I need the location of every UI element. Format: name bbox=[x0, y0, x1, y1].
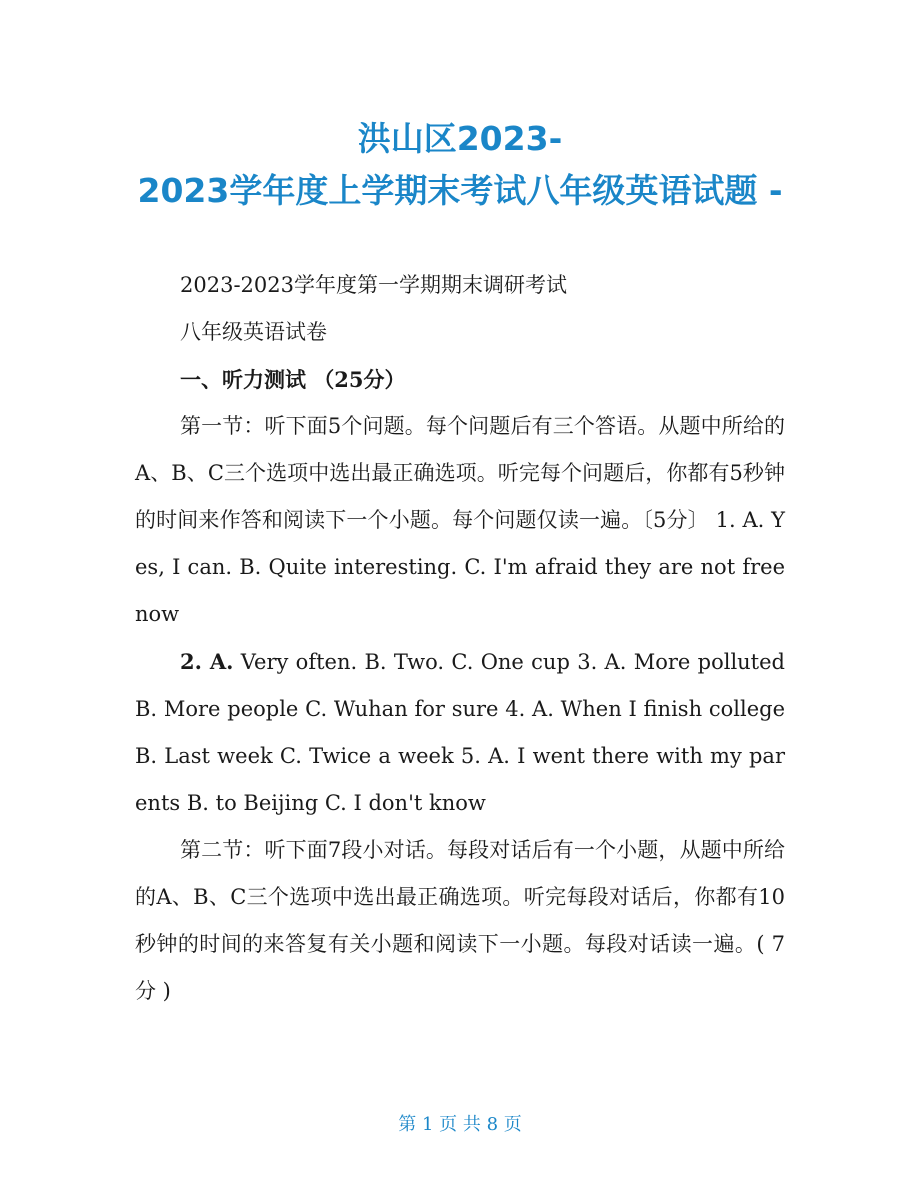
document-title-line1: 洪山区2023- bbox=[357, 119, 563, 158]
page-number-footer: 第 1 页 共 8 页 bbox=[398, 1114, 522, 1135]
section-part2-instructions: 第二节：听下面7段小对话。每段对话后有一个小题，从题中所给的A、B、C三个选项中选出最正确选项。听完每段对话后，你都有10秒钟的时间的来答复有关小题和阅读下一小题。每段对话读一遍。( 7分 ) bbox=[135, 838, 785, 1003]
question-2-to-5-text: Very often. B. Two. C. One cup 3. A. More polluted B. More people C. Wuhan for sure 4. A. When I finish college B. Last week C. Twice a week 5. A. I went there with my parents B. to Beijing C. I don't know bbox=[135, 650, 785, 815]
document-title-line2: 2023学年度上学期末考试八年级英语试题 - bbox=[137, 171, 783, 210]
exam-heading: 2023-2023学年度第一学期期末调研考试 bbox=[180, 273, 567, 297]
section-part1-instructions: 第一节：听下面5个问题。每个问题后有三个答语。从题中所给的A、B、C三个选项中选出最正确选项。听完每个问题后，你都有5秒钟的时间来作答和阅读下一个小题。每个问题仅读一遍。〔5分〕 1. A. Yes, I can. B. Quite interesting. C. I'm afraid they are not free now bbox=[135, 414, 785, 626]
section-title-listening: 一、听力测试 （25分） bbox=[180, 367, 406, 392]
questions-2-to-5 bbox=[135, 638, 785, 827]
exam-subheading: 八年级英语试卷 bbox=[180, 320, 327, 344]
question-2-label: 2. A. bbox=[180, 649, 234, 674]
document-body bbox=[135, 262, 785, 1015]
